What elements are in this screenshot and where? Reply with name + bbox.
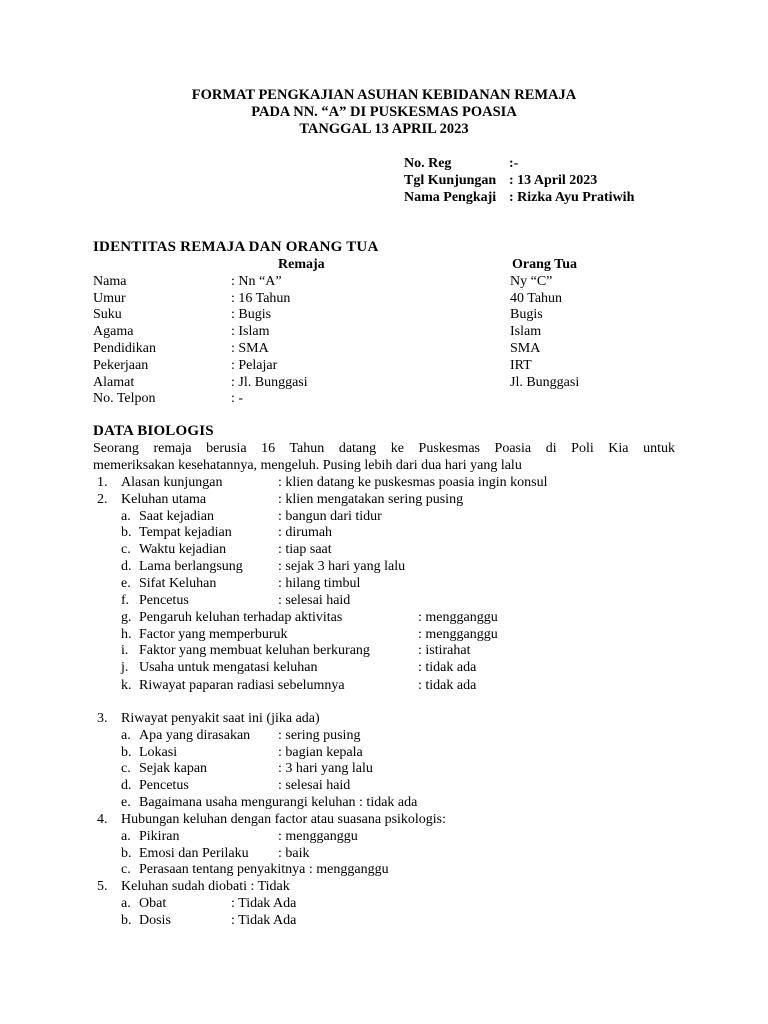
item-text: Keluhan sudah diobati : Tidak: [121, 879, 290, 894]
subitem-letter: j.: [121, 660, 129, 675]
subitem-letter: b.: [121, 846, 132, 861]
subitem-letter: i.: [121, 643, 129, 658]
subitem-label: Pikiran: [139, 829, 180, 844]
identitas-remaja-value: : Nn “A”: [231, 274, 282, 289]
subitem-letter: c.: [121, 761, 131, 776]
identitas-remaja-value: : 16 Tahun: [231, 291, 291, 306]
subitem-value: : hilang timbul: [278, 576, 361, 591]
subitem-value: : tidak ada: [418, 660, 477, 675]
pengkaji-label: Nama Pengkaji: [404, 190, 497, 205]
subitem-letter: h.: [121, 627, 132, 642]
col-remaja-header: Remaja: [278, 257, 325, 272]
item-number: 2.: [97, 492, 108, 507]
subitem-letter: a.: [121, 829, 131, 844]
item-text: Hubungan keluhan dengan factor atau suasana psikologis:: [121, 812, 447, 827]
subitem-letter: a.: [121, 896, 131, 911]
tgl-kunjungan-value: : 13 April 2023: [509, 173, 598, 188]
subitem-value: : sejak 3 hari yang lalu: [278, 559, 406, 574]
subitem-value: : Tidak Ada: [231, 913, 297, 928]
subitem-letter: a.: [121, 728, 131, 743]
subitem-letter: a.: [121, 509, 131, 524]
identitas-ortu-value: Jl. Bunggasi: [510, 375, 580, 390]
identitas-remaja-value: : Jl. Bunggasi: [231, 375, 308, 390]
identitas-label: Alamat: [93, 375, 135, 390]
identitas-ortu-value: IRT: [510, 358, 532, 373]
identitas-remaja-value: : SMA: [231, 341, 269, 356]
subitem-label: Usaha untuk mengatasi keluhan: [139, 660, 318, 675]
subitem-value: : mengganggu: [418, 610, 498, 625]
subitem-value: : dirumah: [278, 525, 333, 540]
identitas-label: Umur: [93, 291, 126, 306]
identitas-label: Agama: [93, 324, 134, 339]
subitem-label: Faktor yang membuat keluhan berkurang: [139, 643, 370, 658]
document-title: FORMAT PENGKAJIAN ASUHAN KEBIDANAN REMAJA: [191, 87, 577, 103]
biologis-paragraph-line1: Seorang remaja berusia 16 Tahun datang ke Puskesmas Poasia di Poli Kia untuk: [93, 441, 675, 456]
subitem-text: Bagaimana usaha mengurangi keluhan : tidak ada: [139, 795, 418, 810]
subitem-value: : tidak ada: [418, 678, 477, 693]
subitem-letter: e.: [121, 795, 131, 810]
tgl-kunjungan-label: Tgl Kunjungan: [404, 173, 497, 188]
subitem-letter: c.: [121, 542, 131, 557]
item-number: 3.: [97, 711, 108, 726]
item-label: Keluhan utama: [121, 492, 207, 507]
subitem-letter: k.: [121, 678, 132, 693]
item-number: 4.: [97, 812, 108, 827]
subitem-value: : sering pusing: [278, 728, 361, 743]
identitas-ortu-value: 40 Tahun: [510, 291, 563, 306]
subitem-label: Tempat kejadian: [139, 525, 232, 540]
identitas-label: No. Telpon: [93, 391, 156, 406]
subitem-letter: b.: [121, 913, 132, 928]
item-label: Alasan kunjungan: [121, 475, 223, 490]
identitas-heading: IDENTITAS REMAJA DAN ORANG TUA: [93, 239, 379, 255]
noreg-label: No. Reg: [404, 156, 452, 171]
subitem-label: Waktu kejadian: [139, 542, 227, 557]
identitas-ortu-value: Bugis: [510, 307, 543, 322]
col-ortu-header: Orang Tua: [512, 257, 577, 272]
identitas-label: Nama: [93, 274, 127, 289]
subitem-value: : 3 hari yang lalu: [278, 761, 373, 776]
biologis-paragraph-line2: memeriksakan kesehatannya, mengeluh. Pusing lebih dari dua hari yang lalu: [93, 458, 522, 473]
identitas-label: Pendidikan: [93, 341, 156, 356]
subitem-letter: b.: [121, 525, 132, 540]
subitem-letter: d.: [121, 559, 132, 574]
subitem-value: : istirahat: [418, 643, 471, 658]
identitas-ortu-value: Islam: [510, 324, 542, 339]
pengkaji-value: : Rizka Ayu Pratiwih: [509, 190, 635, 205]
subitem-value: : Tidak Ada: [231, 896, 297, 911]
item-value: : klien datang ke puskesmas poasia ingin konsul: [278, 475, 548, 490]
subitem-text: Perasaan tentang penyakitnya : mengganggu: [139, 862, 389, 877]
item-number: 5.: [97, 879, 108, 894]
item-value: : klien mengatakan sering pusing: [278, 492, 464, 507]
identitas-remaja-value: : Islam: [231, 324, 270, 339]
item-number: 1.: [97, 475, 108, 490]
subitem-value: : mengganggu: [278, 829, 358, 844]
noreg-value: :-: [509, 156, 519, 171]
identitas-label: Suku: [93, 307, 122, 322]
document-date-title: TANGGAL 13 APRIL 2023: [299, 121, 469, 137]
subitem-value: : selesai haid: [278, 593, 351, 608]
subitem-label: Pengaruh keluhan terhadap aktivitas: [139, 610, 343, 625]
identitas-remaja-value: : Pelajar: [231, 358, 278, 373]
subitem-value: : mengganggu: [418, 627, 498, 642]
subitem-value: : bangun dari tidur: [278, 509, 382, 524]
subitem-letter: d.: [121, 778, 132, 793]
subitem-label: Pencetus: [139, 593, 189, 608]
subitem-label: Saat kejadian: [139, 509, 215, 524]
subitem-value: : bagian kepala: [278, 745, 363, 760]
subitem-label: Lokasi: [139, 745, 178, 760]
subitem-value: : tiap saat: [278, 542, 332, 557]
subitem-label: Apa yang dirasakan: [139, 728, 251, 743]
identitas-remaja-value: : -: [231, 391, 244, 406]
subitem-letter: e.: [121, 576, 131, 591]
subitem-label: Emosi dan Perilaku: [139, 846, 249, 861]
subitem-label: Sejak kapan: [139, 761, 208, 776]
subitem-letter: c.: [121, 862, 131, 877]
subitem-label: Pencetus: [139, 778, 189, 793]
item-text: Riwayat penyakit saat ini (jika ada): [121, 711, 320, 726]
document-subtitle: PADA NN. “A” DI PUSKESMAS POASIA: [251, 104, 517, 120]
subitem-label: Factor yang memperburuk: [139, 627, 288, 642]
subitem-value: : selesai haid: [278, 778, 351, 793]
subitem-label: Sifat Keluhan: [139, 576, 217, 591]
identitas-label: Pekerjaan: [93, 358, 149, 373]
subitem-label: Lama berlangsung: [139, 559, 243, 574]
subitem-label: Dosis: [139, 913, 171, 928]
identitas-ortu-value: Ny “C”: [510, 274, 553, 289]
identitas-ortu-value: SMA: [510, 341, 541, 356]
subitem-label: Riwayat paparan radiasi sebelumnya: [139, 678, 345, 693]
subitem-value: : baik: [278, 846, 310, 861]
biologis-heading: DATA BIOLOGIS: [93, 423, 214, 439]
subitem-label: Obat: [139, 896, 167, 911]
subitem-letter: b.: [121, 745, 132, 760]
identitas-remaja-value: : Bugis: [231, 307, 272, 322]
subitem-letter: g.: [121, 610, 132, 625]
subitem-letter: f.: [121, 593, 130, 608]
